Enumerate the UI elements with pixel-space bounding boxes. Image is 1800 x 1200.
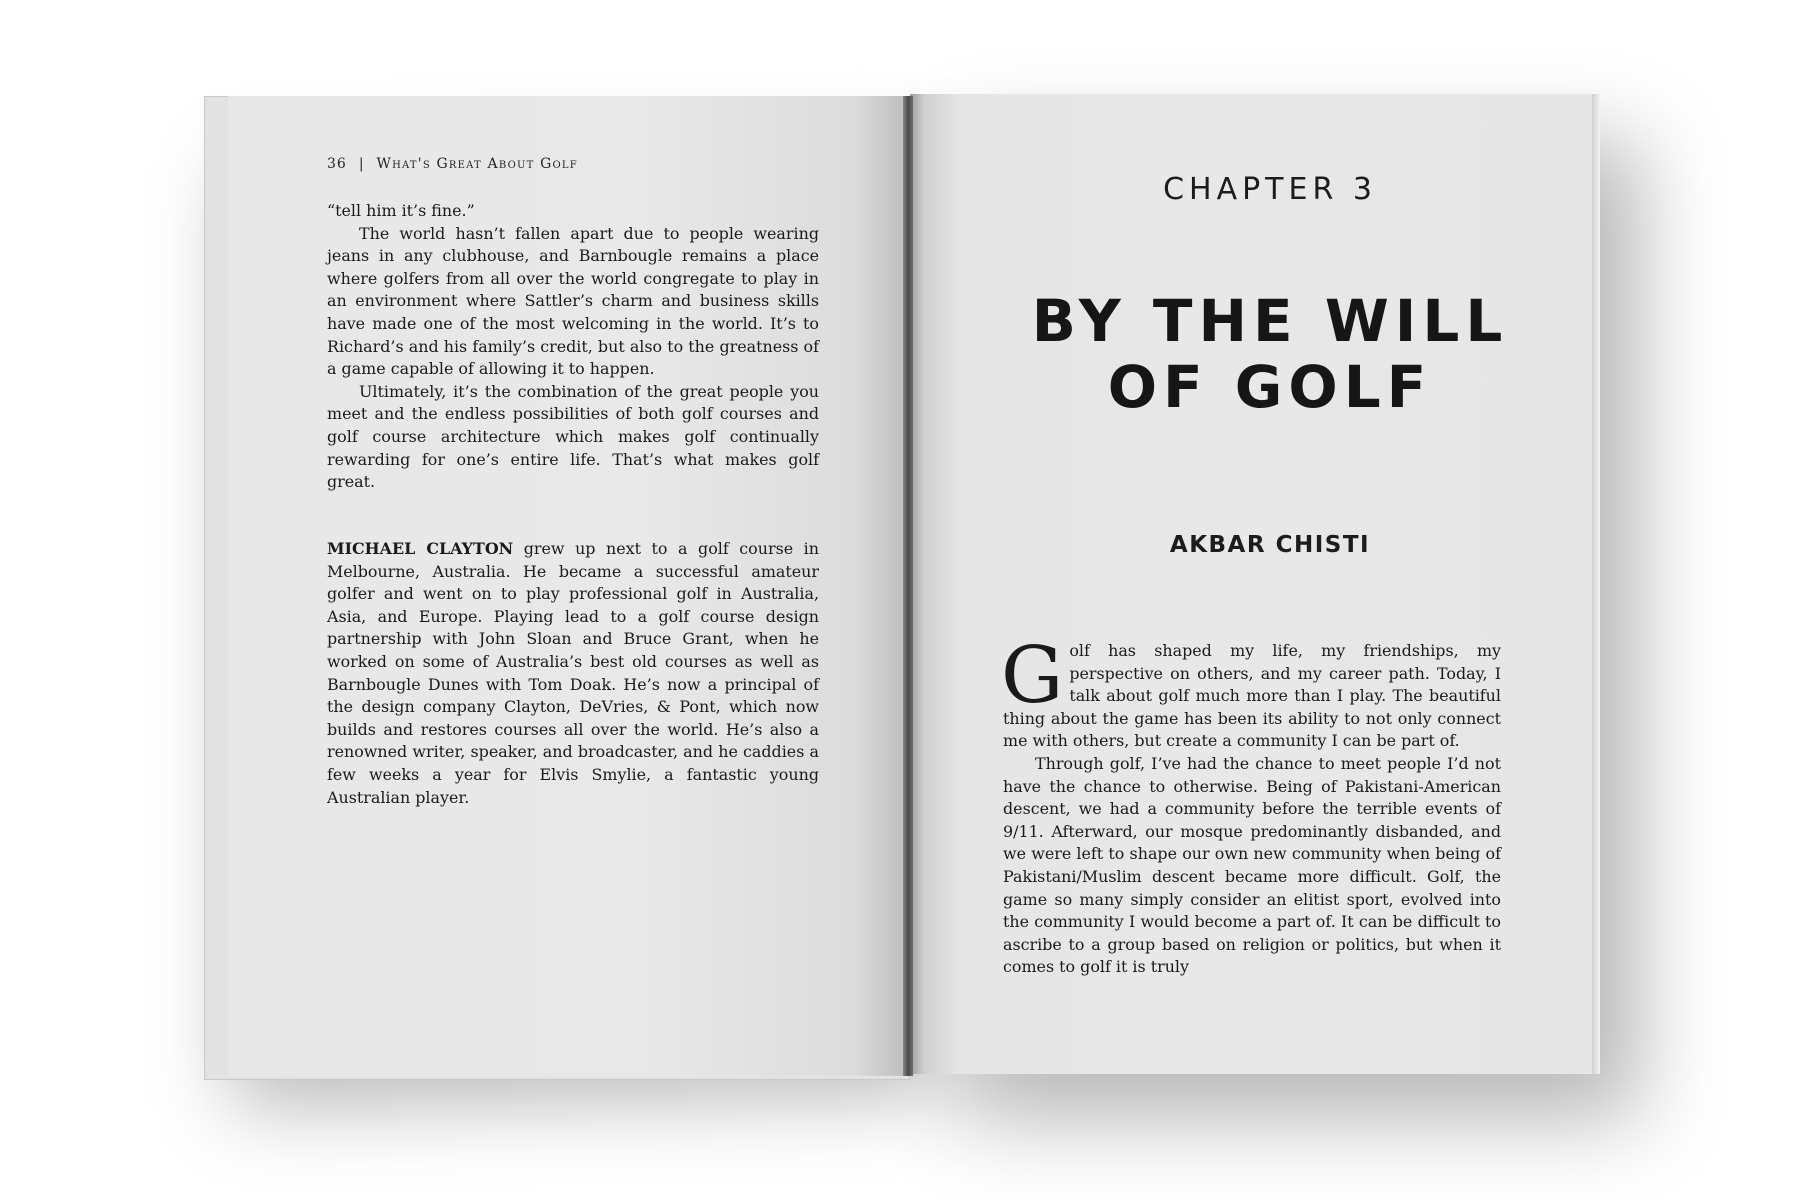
drop-cap: G bbox=[1001, 631, 1064, 721]
right-body-text bbox=[1001, 631, 1501, 979]
chapter-author: AKBAR CHISTI bbox=[1169, 532, 1371, 558]
bio-name: MICHAEL CLAYTON bbox=[327, 539, 514, 558]
bio-paragraph bbox=[327, 538, 819, 809]
book-spine bbox=[903, 96, 913, 1076]
paragraph: Through golf, I’ve had the chance to meet people I’d not have the chance to otherwise. Being of Pakistani-American descent, we had a community before the terrible events of 9/11. Afterward, our mosque predominantly disbanded, and we were left to shape our own new community when being of Pakistani/Muslim descent became more difficult. Golf, the game so many simply consider an elitist sport, evolved into the community I would become a part of. It can be difficult to ascribe to a group based on religion or politics, but when it comes to golf it is truly bbox=[1003, 753, 1501, 977]
left-body-text bbox=[327, 200, 819, 494]
chapter-title-line: BY THE WILL bbox=[1031, 287, 1509, 355]
running-head bbox=[327, 156, 578, 172]
right-page-edge bbox=[1592, 94, 1600, 1074]
chapter-title-line: OF GOLF bbox=[1107, 353, 1433, 421]
author-bio bbox=[327, 538, 819, 809]
bio-text: grew up next to a golf course in Melbourne, Australia. He became a successful amateur golfer and went on to play professional golf in Australia, Asia, and Europe. Playing lead to a golf course design partnership with John Sloan and Bruce Grant, when he worked on some of Australia’s best old courses as well as Barnbougle Dunes with Tom Doak. He’s now a principal of the design company Clayton, DeVries, & Pont, which now builds and restores courses all over the world. He’s also a renowned writer, speaker, and broadcaster, and he caddies a few weeks a year for Elvis Smylie, a fantastic young Australian player. bbox=[327, 539, 819, 807]
paragraph: Ultimately, it’s the combination of the great people you meet and the endless possibilities of both golf courses and golf course architecture which makes golf continually rewarding for one’s entire life. That’s what makes golf great. bbox=[327, 381, 819, 492]
running-title: What's Great About Golf bbox=[376, 156, 578, 172]
continued-line: “tell him it’s fine.” bbox=[327, 201, 475, 220]
running-head-separator: | bbox=[358, 156, 365, 172]
page-number: 36 bbox=[327, 156, 347, 172]
opening-paragraph bbox=[1001, 631, 1501, 753]
chapter-label: CHAPTER 3 bbox=[1163, 172, 1377, 207]
paragraph: The world hasn’t fallen apart due to people wearing jeans in any clubhouse, and Barnbougle remains a place where golfers from all over the world congregate to play in an environment where Sattler’s charm and business skills have made one of the most welcoming in the world. It’s to Richard’s and his family’s credit, but also to the greatness of a game capable of allowing it to happen. bbox=[327, 223, 819, 379]
chapter-title bbox=[990, 288, 1550, 420]
opening-text: olf has shaped my life, my friendships, my perspective on others, and my career path. Today, I talk about golf much more than I play. The beautiful thing about the game has been its ability to not only connect me with others, but create a community I can be part of. bbox=[1003, 641, 1501, 751]
